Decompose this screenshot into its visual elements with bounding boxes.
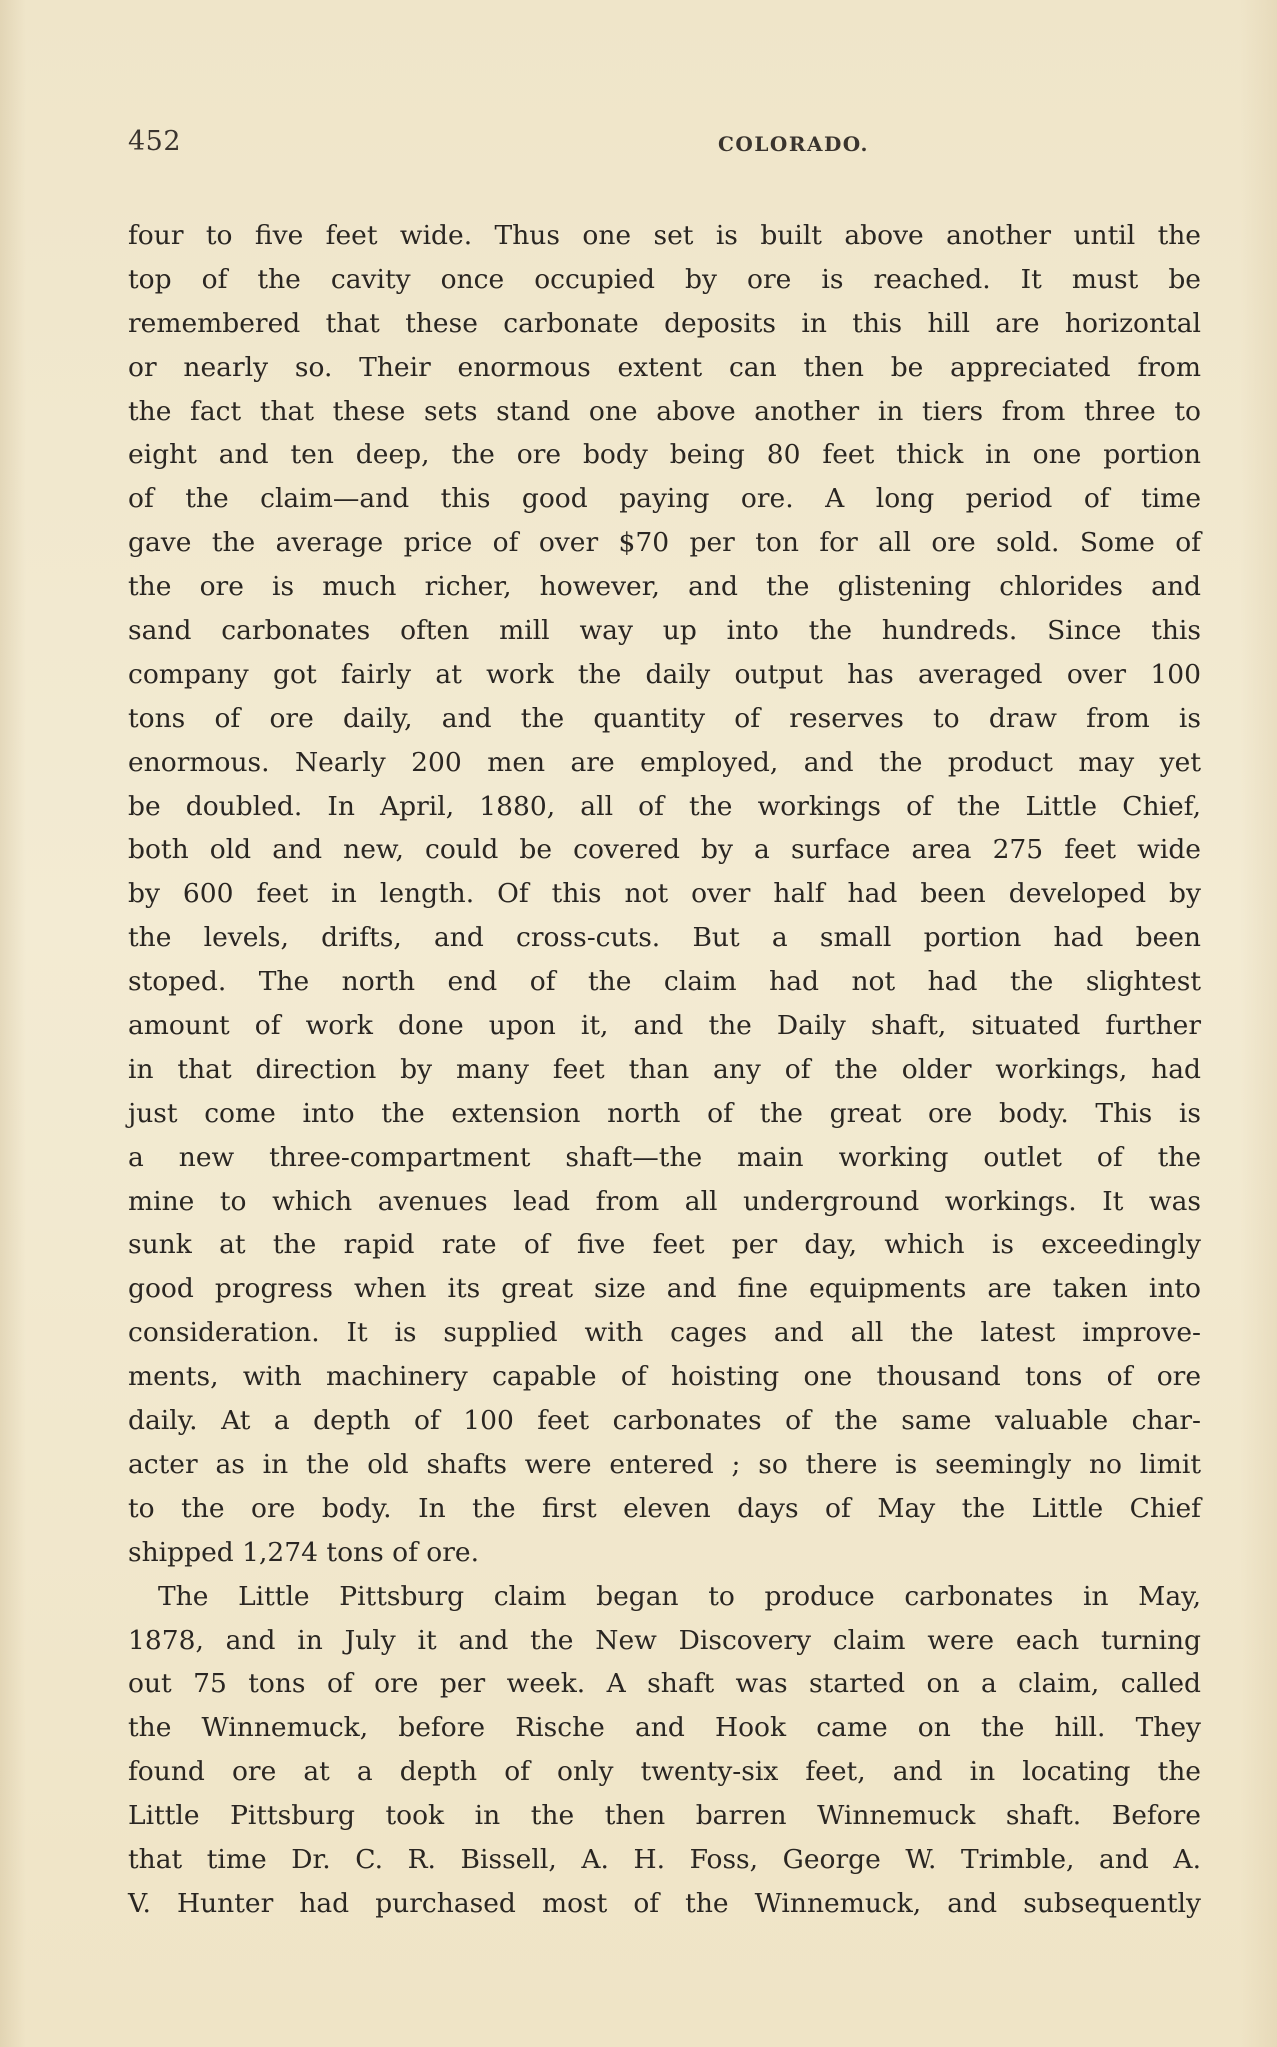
text-line: company got fairly at work the daily output has averaged over 100 (128, 658, 1201, 690)
text-line: the fact that these sets stand one above another in tiers from three to (128, 395, 1201, 427)
text-line: out 75 tons of ore per week. A shaft was started on a claim, called (128, 1668, 1201, 1700)
text-line: remembered that these carbonate deposits in this hill are horizontal (128, 307, 1201, 339)
text-line: that time Dr. C. R. Bissell, A. H. Foss, George W. Trimble, and A. (128, 1843, 1201, 1875)
text-line: sand carbonates often mill way up into the hundreds. Since this (128, 615, 1201, 647)
text-line: be doubled. In April, 1880, all of the workings of the Little Chief, (128, 790, 1201, 822)
text-line: Little Pittsburg took in the then barren Winnemuck shaft. Before (128, 1800, 1201, 1832)
body-text (128, 214, 1201, 1926)
text-line: consideration. It is supplied with cages and all the latest improve- (128, 1317, 1201, 1349)
text-line: acter as in the old shafts were entered ; so there is seemingly no limit (128, 1448, 1201, 1480)
text-line: daily. At a depth of 100 feet carbonates of the same valuable char- (128, 1405, 1201, 1437)
text-line: by 600 feet in length. Of this not over half had been developed by (128, 878, 1201, 910)
text-line: enormous. Nearly 200 men are employed, and the product may yet (128, 746, 1201, 778)
text-line: V. Hunter had purchased most of the Winnemuck, and subsequently (128, 1887, 1201, 1919)
page-header (128, 126, 1208, 166)
text-line: the ore is much richer, however, and the glistening chlorides and (128, 571, 1201, 603)
text-line: to the ore body. In the first eleven days of May the Little Chief (128, 1492, 1201, 1524)
text-line: eight and ten deep, the ore body being 80 feet thick in one portion (128, 439, 1201, 471)
text-line: four to five feet wide. Thus one set is built above another until the (128, 220, 1201, 251)
text-line: ments, with machinery capable of hoisting one thousand tons of ore (128, 1361, 1201, 1393)
paragraph-end-line: shipped 1,274 tons of ore. (128, 1536, 480, 1568)
text-line: or nearly so. Their enormous extent can then be appreciated from (128, 351, 1201, 383)
page-number: 452 (128, 126, 182, 157)
text-line: just come into the extension north of the great ore body. This is (128, 1097, 1201, 1129)
text-line: a new three-compartment shaft—the main working outlet of the (128, 1141, 1201, 1173)
text-line: the levels, drifts, and cross-cuts. But a small portion had been (128, 922, 1201, 954)
paragraph-start-line: The Little Pittsburg claim began to produce carbonates in May, (158, 1580, 1201, 1612)
running-head: COLORADO. (718, 132, 870, 156)
text-line: the Winnemuck, before Rische and Hook came on the hill. They (128, 1712, 1201, 1744)
text-line: amount of work done upon it, and the Daily shaft, situated further (128, 1010, 1201, 1042)
text-line: tons of ore daily, and the quantity of reserves to draw from is (128, 702, 1201, 734)
text-line: 1878, and in July it and the New Discovery claim were each turning (128, 1624, 1201, 1656)
text-line: found ore at a depth of only twenty-six feet, and in locating the (128, 1756, 1201, 1788)
text-line: of the claim—and this good paying ore. A long period of time (128, 483, 1201, 515)
text-line: both old and new, could be covered by a surface area 275 feet wide (128, 834, 1201, 866)
text-line: sunk at the rapid rate of five feet per day, which is exceedingly (128, 1229, 1201, 1261)
text-line: stoped. The north end of the claim had not had the slightest (128, 966, 1201, 998)
text-line: good progress when its great size and fine equipments are taken into (128, 1273, 1201, 1305)
text-line: in that direction by many feet than any of the older workings, had (128, 1053, 1201, 1085)
text-line: top of the cavity once occupied by ore is reached. It must be (128, 263, 1201, 295)
text-line: mine to which avenues lead from all underground workings. It was (128, 1185, 1201, 1217)
text-line: gave the average price of over $70 per ton for all ore sold. Some of (128, 527, 1201, 559)
